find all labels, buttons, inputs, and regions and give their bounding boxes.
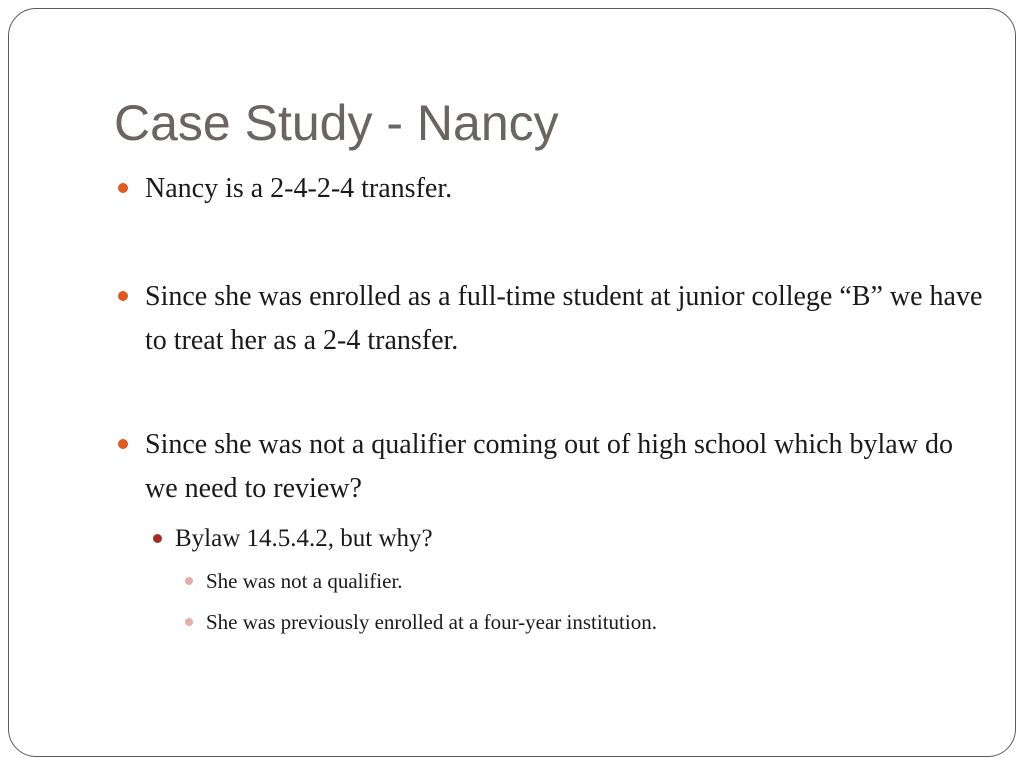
slide (8, 8, 1016, 757)
bullet-dot-icon (118, 183, 128, 193)
sub-sub-bullet-item (206, 566, 966, 596)
bullet-text: Bylaw 14.5.4.2, but why? (175, 525, 433, 552)
bullet-text: She was not a qualifier. (206, 569, 403, 593)
bullet-dot-icon (118, 439, 128, 449)
bullet-dot-icon (185, 577, 193, 585)
bullet-dot-icon (118, 291, 128, 301)
bullet-text: She was previously enrolled at a four-year institution. (206, 610, 657, 634)
bullet-text: Nancy is a 2-4-2-4 transfer. (145, 173, 453, 204)
bullet-dot-icon (185, 618, 193, 626)
sub-bullet-item (175, 522, 955, 556)
bullet-item (145, 275, 985, 363)
slide-title: Case Study - Nancy (114, 95, 559, 151)
sub-sub-bullet-item (206, 607, 966, 637)
bullet-dot-icon (153, 534, 162, 543)
bullet-item (145, 423, 985, 511)
bullet-list (9, 9, 1016, 757)
bullet-text: Since she was enrolled as a full-time student at junior college “B” we have to treat her as a 2-4 transfer. (145, 281, 983, 356)
bullet-text: Since she was not a qualifier coming out of high school which bylaw do we need to review? (145, 429, 953, 504)
bullet-item (145, 167, 985, 211)
